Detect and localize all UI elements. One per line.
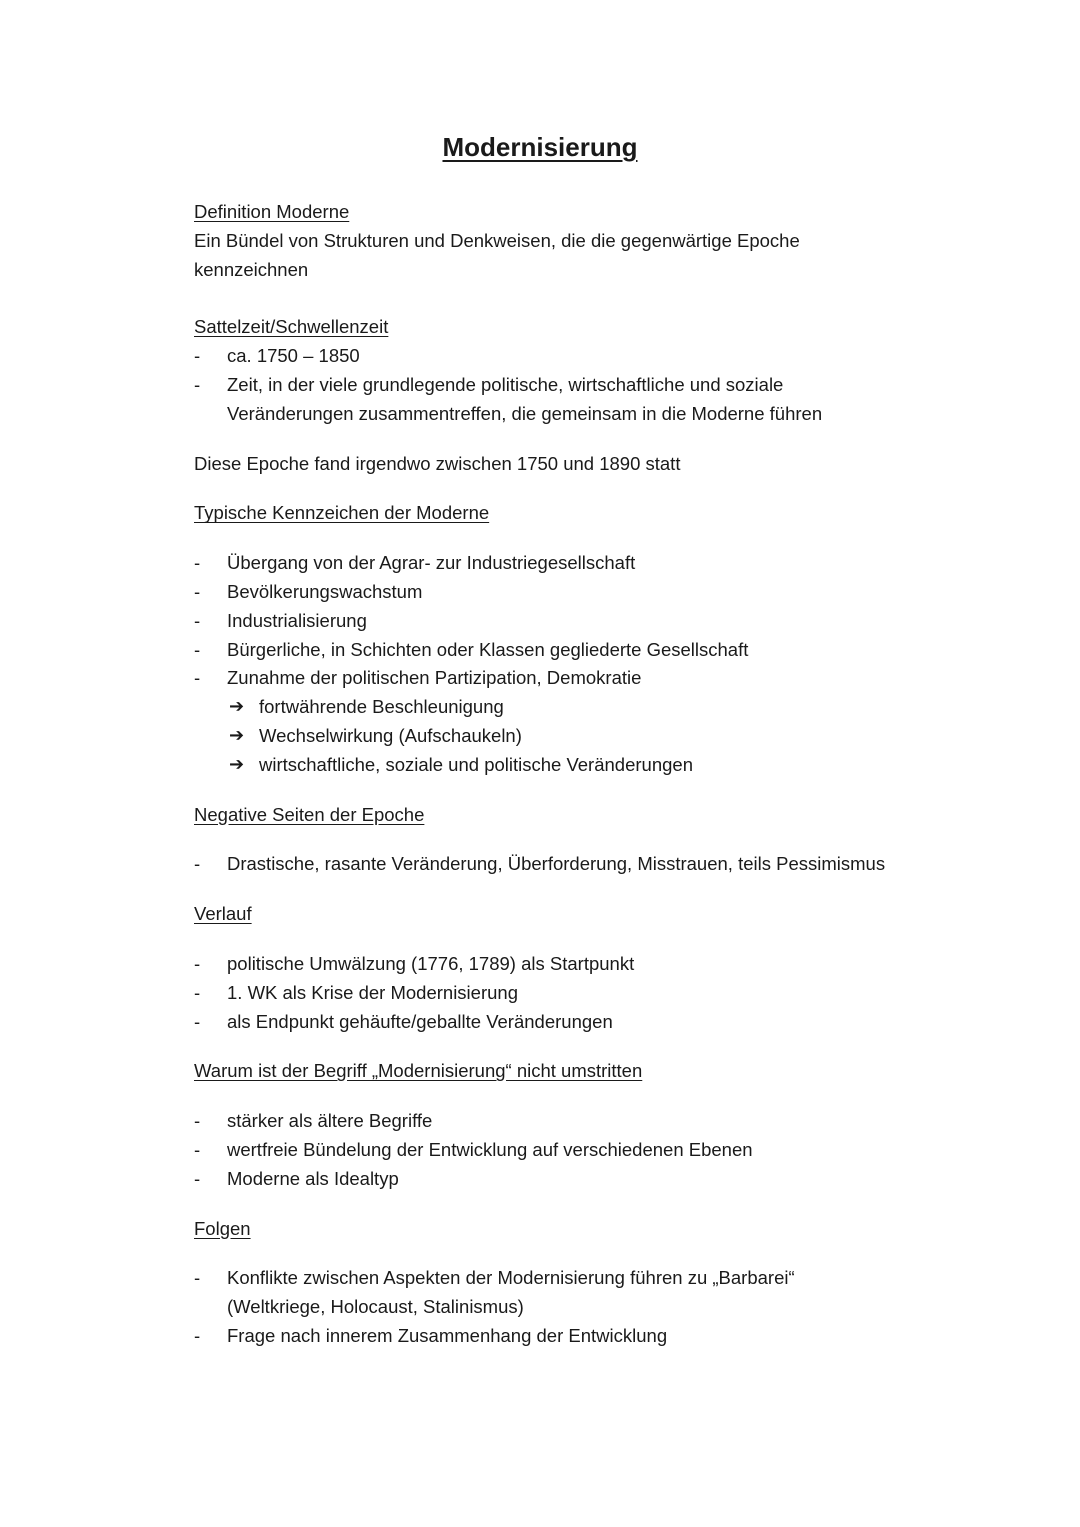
arrow-item-text: wirtschaftliche, soziale und politische Veränderungen bbox=[259, 753, 693, 775]
dash-bullet: - bbox=[194, 609, 201, 631]
sattelzeit-note: Diese Epoche fand irgendwo zwischen 1750 und 1890 statt bbox=[194, 452, 681, 474]
dash-bullet: - bbox=[194, 1010, 201, 1032]
verlauf-list bbox=[194, 950, 964, 1036]
list-item bbox=[194, 1136, 964, 1165]
list-item bbox=[194, 1322, 964, 1351]
dash-bullet: - bbox=[194, 667, 201, 689]
dash-bullet: - bbox=[194, 638, 201, 660]
section-begriff bbox=[194, 1057, 964, 1193]
list-item-text: als Endpunkt gehäufte/geballte Veränderungen bbox=[227, 1010, 613, 1032]
dash-bullet: - bbox=[194, 1138, 201, 1160]
arrow-list bbox=[227, 693, 964, 779]
list-item bbox=[194, 549, 964, 578]
list-item-text: Bürgerliche, in Schichten oder Klassen gegliederte Gesellschaft bbox=[227, 638, 749, 660]
section-verlauf bbox=[194, 900, 964, 1036]
dash-bullet: - bbox=[194, 952, 201, 974]
list-item bbox=[194, 636, 964, 665]
list-item bbox=[194, 1165, 964, 1194]
arrow-right-icon: ➔ bbox=[229, 753, 245, 775]
arrow-item bbox=[227, 722, 964, 751]
list-item-text: Drastische, rasante Veränderung, Überforderung, Misstrauen, teils Pessimismus bbox=[227, 853, 886, 875]
list-item bbox=[194, 1008, 964, 1037]
list-item bbox=[194, 371, 887, 429]
list-item bbox=[194, 850, 964, 879]
list-item-text: Zunahme der politischen Partizipation, Demokratie bbox=[227, 667, 642, 689]
folgen-list bbox=[194, 1264, 964, 1350]
page-title: Modernisierung bbox=[442, 132, 638, 162]
dash-bullet: - bbox=[194, 981, 201, 1003]
list-item-text: Konflikte zwischen Aspekten der Modernisierung führen zu „Barbarei“ (Weltkriege, Holocaust, Stalinismus) bbox=[227, 1267, 795, 1318]
section-heading-begriff: Warum ist der Begriff „Modernisierung“ nicht umstritten bbox=[194, 1060, 643, 1082]
section-folgen bbox=[194, 1215, 964, 1351]
kennzeichen-list bbox=[194, 549, 964, 779]
list-item bbox=[194, 950, 964, 979]
list-item-text: 1. WK als Krise der Modernisierung bbox=[227, 981, 518, 1003]
list-item-text: Bevölkerungswachstum bbox=[227, 580, 423, 602]
section-heading-definition: Definition Moderne bbox=[194, 201, 350, 222]
dash-bullet: - bbox=[194, 1324, 201, 1346]
list-item-text: wertfreie Bündelung der Entwicklung auf verschiedenen Ebenen bbox=[227, 1138, 753, 1160]
section-heading-kennzeichen: Typische Kennzeichen der Moderne bbox=[194, 502, 490, 524]
sattelzeit-list bbox=[194, 342, 964, 428]
dash-bullet: - bbox=[194, 345, 201, 367]
document-body bbox=[194, 198, 964, 1351]
list-item bbox=[194, 664, 964, 779]
dash-bullet: - bbox=[194, 373, 201, 395]
list-item-text: Übergang von der Agrar- zur Industriegesellschaft bbox=[227, 552, 636, 574]
arrow-right-icon: ➔ bbox=[229, 696, 245, 718]
dash-bullet: - bbox=[194, 853, 201, 875]
list-item bbox=[194, 979, 964, 1008]
dash-bullet: - bbox=[194, 1267, 201, 1289]
section-heading-verlauf: Verlauf bbox=[194, 903, 252, 925]
section-kennzeichen bbox=[194, 499, 964, 779]
dash-bullet: - bbox=[194, 1110, 201, 1132]
section-negative bbox=[194, 801, 964, 880]
dash-bullet: - bbox=[194, 580, 201, 602]
list-item bbox=[194, 578, 964, 607]
arrow-right-icon: ➔ bbox=[229, 724, 245, 746]
begriff-list bbox=[194, 1107, 964, 1193]
section-definition bbox=[194, 198, 964, 284]
list-item-text: ca. 1750 – 1850 bbox=[227, 345, 360, 367]
negative-list bbox=[194, 850, 964, 879]
list-item bbox=[194, 1107, 964, 1136]
section-heading-negative: Negative Seiten der Epoche bbox=[194, 803, 425, 825]
list-item bbox=[194, 342, 964, 371]
arrow-item-text: fortwährende Beschleunigung bbox=[259, 696, 504, 718]
list-item-text: politische Umwälzung (1776, 1789) als Startpunkt bbox=[227, 952, 635, 974]
list-item bbox=[194, 1264, 887, 1322]
list-item bbox=[194, 607, 964, 636]
section-sattelzeit bbox=[194, 313, 964, 478]
arrow-item bbox=[227, 751, 964, 780]
section-heading-sattelzeit: Sattelzeit/Schwellenzeit bbox=[194, 316, 389, 338]
list-item-text: Frage nach innerem Zusammenhang der Entwicklung bbox=[227, 1324, 668, 1346]
list-item-text: Industrialisierung bbox=[227, 609, 367, 631]
list-item-text: Zeit, in der viele grundlegende politische, wirtschaftliche und soziale Veränderungen zusammentreffen, die gemeinsam in die Moderne führen bbox=[227, 373, 823, 424]
arrow-item bbox=[227, 693, 964, 722]
list-item-text: Moderne als Idealtyp bbox=[227, 1167, 399, 1189]
section-heading-folgen: Folgen bbox=[194, 1217, 251, 1239]
arrow-item-text: Wechselwirkung (Aufschaukeln) bbox=[259, 724, 522, 746]
dash-bullet: - bbox=[194, 1167, 201, 1189]
list-item-text: stärker als ältere Begriffe bbox=[227, 1110, 433, 1132]
dash-bullet: - bbox=[194, 552, 201, 574]
definition-text: Ein Bündel von Strukturen und Denkweisen, die die gegenwärtige Epoche kennzeichnen bbox=[194, 229, 800, 280]
